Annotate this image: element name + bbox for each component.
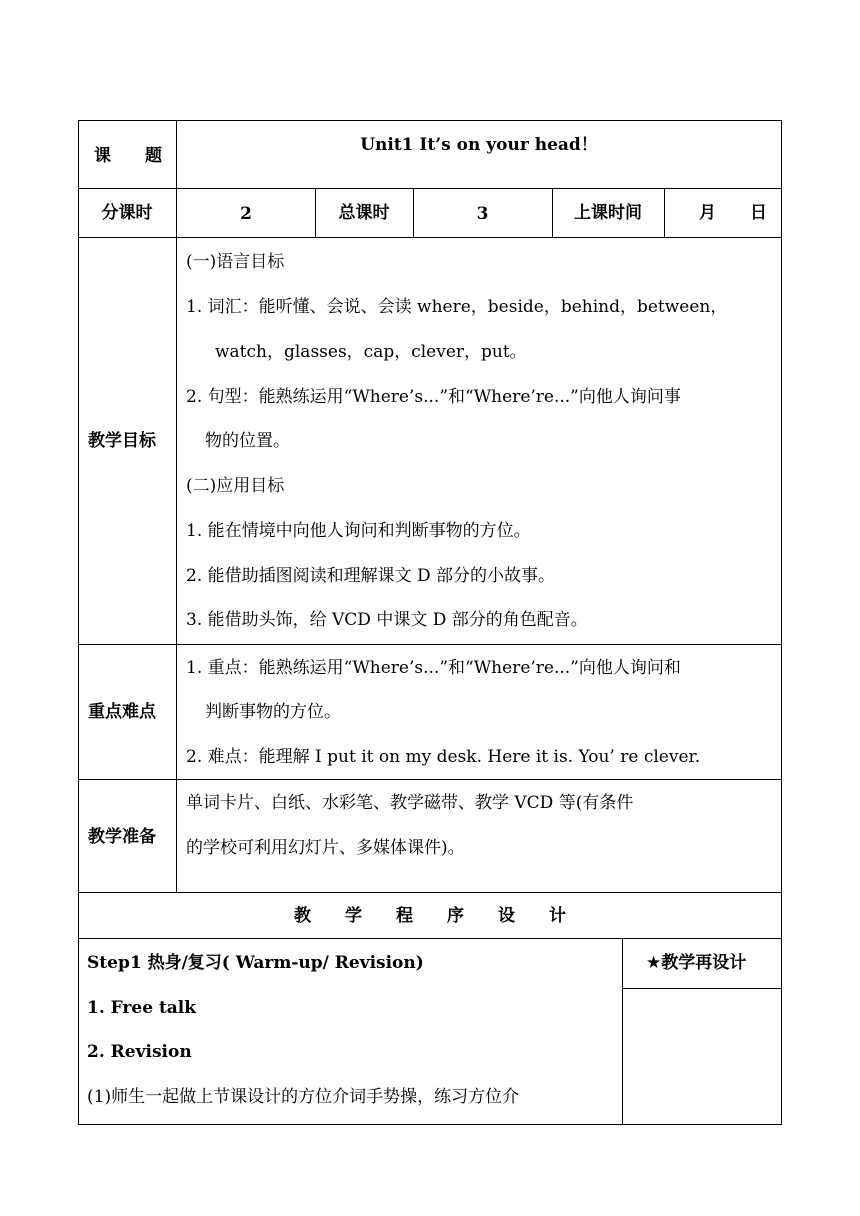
table-rule	[664, 188, 665, 238]
total-label: 总课时	[338, 203, 390, 223]
goals-line: (二)应用目标	[186, 476, 285, 496]
day-label: 日	[750, 203, 767, 223]
redesign-label: ★教学再设计	[646, 953, 747, 973]
preparation-line: 单词卡片、白纸、水彩笔、教学磁带、教学 VCD 等(有条件	[186, 793, 634, 813]
table-rule	[78, 892, 782, 893]
table-rule	[78, 237, 782, 238]
table-border-top	[78, 120, 782, 121]
procedure-item: (1)师生一起做上节课设计的方位介词手势操，练习方位介	[87, 1087, 520, 1107]
goals-line: 1. 词汇：能听懂、会说、会读 where，beside，behind，between，	[186, 297, 728, 317]
topic-value: Unit1 It’s on your head！	[360, 135, 598, 155]
procedure-item: 1. Free talk	[87, 998, 197, 1018]
key-points-line: 2. 难点：能理解 I put it on my desk. Here it is. You’ re clever.	[186, 747, 701, 767]
table-rule	[622, 938, 623, 1125]
goals-line: 1. 能在情境中向他人询问和判断事物的方位。	[186, 521, 531, 541]
goals-line: watch，glasses，cap，clever，put。	[215, 342, 527, 362]
goals-line: 3. 能借助头饰，给 VCD 中课文 D 部分的角色配音。	[186, 610, 588, 630]
goals-line: 2. 句型：能熟练运用“Where’s...”和“Where’re...”向他人询问事	[186, 387, 681, 407]
preparation-line: 的学校可利用幻灯片、多媒体课件)。	[186, 838, 465, 858]
key-points-label: 重点难点	[88, 702, 156, 722]
period-value: 2	[240, 204, 252, 224]
procedure-title: 教 学 程 序 设 计	[294, 906, 566, 926]
preparation-label: 教学准备	[88, 827, 156, 847]
goals-line: (一)语言目标	[186, 252, 285, 272]
table-rule	[622, 988, 782, 989]
table-rule	[78, 938, 782, 939]
key-points-line: 1. 重点：能熟练运用“Where’s...”和“Where’re...”向他人询问和	[186, 658, 681, 678]
month-label: 月	[699, 203, 716, 223]
table-border-left	[78, 120, 79, 1125]
table-rule	[78, 644, 782, 645]
topic-label: 课 题	[94, 146, 162, 166]
table-border-bottom	[78, 1124, 782, 1125]
table-rule	[176, 120, 177, 893]
key-points-line: 判断事物的方位。	[205, 702, 341, 722]
procedure-step: Step1 热身/复习( Warm-up/ Revision)	[87, 953, 424, 973]
table-rule	[78, 188, 782, 189]
goals-line: 物的位置。	[205, 431, 290, 451]
goals-label: 教学目标	[88, 431, 156, 451]
total-value: 3	[476, 204, 489, 224]
period-label: 分课时	[101, 203, 153, 223]
table-rule	[78, 779, 782, 780]
goals-line: 2. 能借助插图阅读和理解课文 D 部分的小故事。	[186, 566, 556, 586]
procedure-item: 2. Revision	[87, 1042, 192, 1062]
table-border-right	[781, 120, 782, 1125]
time-label: 上课时间	[574, 203, 642, 223]
